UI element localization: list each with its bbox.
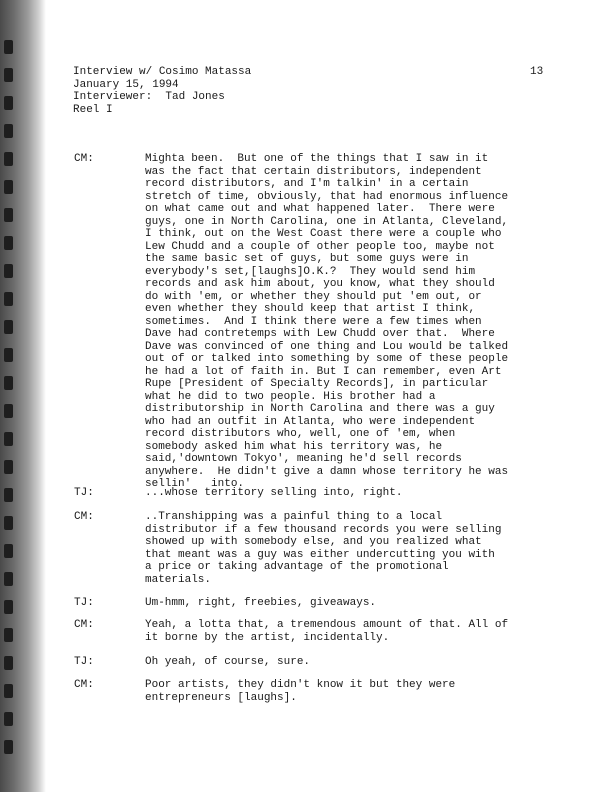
speaker-label: CM: xyxy=(74,619,94,631)
text-line: do with 'em, or whether they should put 'em out, or xyxy=(145,290,482,303)
text-line: entrepreneurs [laughs]. xyxy=(145,691,297,704)
text-line: even whether they should keep that artist I think, xyxy=(145,303,476,315)
text-line: Dave was convinced of one thing and Lou would be talked xyxy=(145,340,509,353)
binding-hole xyxy=(4,656,13,670)
text-line: he had a lot of faith in. But I can remember, even Art xyxy=(145,365,502,378)
text-line: I think, out on the West Coast there were a couple who xyxy=(145,228,502,240)
binding-hole xyxy=(4,68,13,82)
speaker-label: CM: xyxy=(74,153,94,165)
binding-hole xyxy=(4,628,13,642)
text-line: who had an outfit in Atlanta, who were independent xyxy=(145,415,476,428)
binding-hole xyxy=(4,208,13,222)
speaker-label: TJ: xyxy=(74,656,94,668)
text-line: out of or talked into something by some of these people xyxy=(145,353,509,365)
text-line: said,'downtown Tokyo', meaning he'd sell records xyxy=(145,453,462,465)
binding-hole xyxy=(4,684,13,698)
binding-hole xyxy=(4,712,13,726)
text-line: on what came out and what happened later. There were xyxy=(145,203,495,215)
text-line: was the fact that certain distributors, independent xyxy=(145,165,482,178)
binding-hole xyxy=(4,124,13,138)
speaker-label: TJ: xyxy=(74,597,94,609)
binding-hole xyxy=(4,516,13,530)
entry-text xyxy=(145,487,565,500)
text-line: record distributors, and I'm talkin' in a certain xyxy=(145,178,469,190)
text-line: Lew Chudd and a couple of other people too, maybe not xyxy=(145,240,495,253)
binding-hole xyxy=(4,40,13,54)
header-interviewer: Interviewer: Tad Jones xyxy=(73,91,225,103)
text-line: stretch of time, obviously, that had enormous influence xyxy=(145,190,509,203)
text-line: Mighta been. But one of the things that I saw in it xyxy=(145,153,489,165)
binding-hole xyxy=(4,432,13,446)
text-line: guys, one in North Carolina, one in Atlanta, Cleveland, xyxy=(145,215,509,228)
binding-hole xyxy=(4,488,13,502)
text-line: Dave had contretemps with Lew Chudd over that. Where xyxy=(145,328,495,340)
text-line: Oh yeah, of course, sure. xyxy=(145,656,311,668)
binding-hole xyxy=(4,180,13,194)
text-line: sellin' into. xyxy=(145,478,245,490)
text-line: distributor if a few thousand records you were selling xyxy=(145,523,502,536)
text-line: Rupe [President of Specialty Records], in particular xyxy=(145,378,489,390)
entry-text xyxy=(145,679,565,704)
binding-edge xyxy=(0,0,46,792)
entry-text xyxy=(145,619,565,644)
text-line: anywhere. He didn't give a damn whose territory he was xyxy=(145,465,509,478)
text-line: distributorship in North Carolina and there was a guy xyxy=(145,403,495,415)
text-line: that meant was a guy was either undercutting you with xyxy=(145,548,495,561)
text-line: ...whose territory selling into, right. xyxy=(145,487,403,499)
text-line: showed up with somebody else, and you realized what xyxy=(145,536,482,548)
header-date: January 15, 1994 xyxy=(73,78,179,91)
text-line: everybody's set,[laughs]O.K.? They would send him xyxy=(145,265,476,278)
speaker-label: CM: xyxy=(74,511,94,523)
header-reel: Reel I xyxy=(73,103,113,116)
text-line: record distributors who, well, one of 'em, when xyxy=(145,428,456,440)
speaker-label: TJ: xyxy=(74,487,94,499)
entry-text xyxy=(145,656,565,669)
binding-hole xyxy=(4,544,13,558)
binding-hole xyxy=(4,292,13,306)
binding-hole xyxy=(4,572,13,586)
entry-text xyxy=(145,153,565,491)
binding-hole xyxy=(4,320,13,334)
binding-hole xyxy=(4,264,13,278)
binding-hole xyxy=(4,460,13,474)
text-line: somebody asked him what his territory was, he xyxy=(145,440,443,453)
text-line: Yeah, a lotta that, a tremendous amount of that. All of xyxy=(145,619,509,631)
page-number: 13 xyxy=(530,66,544,78)
text-line: a price or taking advantage of the promotional xyxy=(145,561,449,573)
header-title: Interview w/ Cosimo Matassa xyxy=(73,66,252,78)
text-line: records and ask him about, you know, what they should xyxy=(145,278,495,290)
text-line: Poor artists, they didn't know it but they were xyxy=(145,679,456,691)
text-line: ..Transhipping was a painful thing to a local xyxy=(145,511,443,523)
text-line: the same basic set of guys, but some guys were in xyxy=(145,253,469,265)
document-header xyxy=(73,66,251,116)
binding-hole xyxy=(4,600,13,614)
text-line: it borne by the artist, incidentally. xyxy=(145,631,390,644)
text-line: what he did to two people. His brother had a xyxy=(145,390,436,403)
binding-hole xyxy=(4,376,13,390)
entry-text xyxy=(145,511,565,586)
binding-hole xyxy=(4,740,13,754)
binding-hole xyxy=(4,96,13,110)
text-line: sometimes. And I think there were a few times when xyxy=(145,315,482,328)
speaker-label: CM: xyxy=(74,679,94,691)
text-line: Um-hmm, right, freebies, giveaways. xyxy=(145,597,377,609)
binding-hole xyxy=(4,152,13,166)
entry-text xyxy=(145,597,565,610)
binding-hole xyxy=(4,236,13,250)
text-line: materials. xyxy=(145,573,212,586)
binding-hole xyxy=(4,404,13,418)
binding-hole xyxy=(4,348,13,362)
